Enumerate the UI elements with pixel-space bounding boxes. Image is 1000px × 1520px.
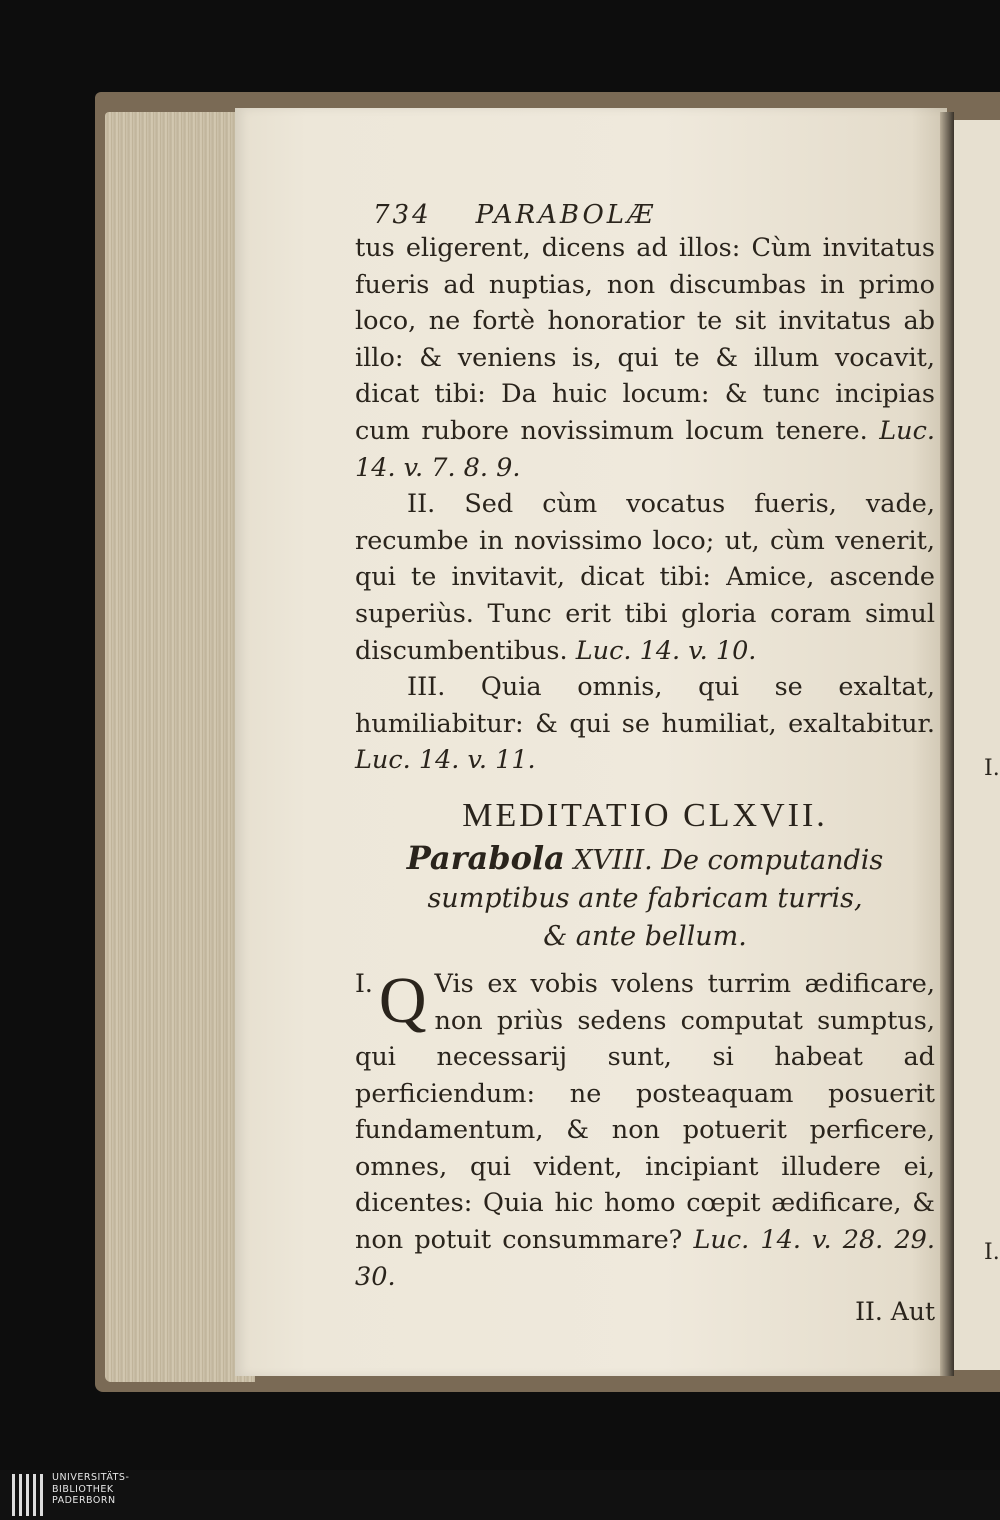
paragraph-ii: II. Sed cùm vocatus fueris, vade, recumbe in novissimo loco; ut, cùm venerit, qui te invitavit, dicat tibi: Amice, ascende superiùs. Tunc erit tibi gloria coram simul discumbentibus. Luc. 14. v. 10.: [355, 489, 935, 666]
book-gutter: [940, 112, 954, 1376]
page-number: 734: [373, 200, 432, 230]
running-title: PARABOLÆ: [475, 200, 657, 230]
page-text: [355, 190, 935, 1326]
running-header: [373, 190, 935, 230]
parable-heading: Parabola XVIII. De computandis sumptibus ante fabricam turris, & ante bellum.: [406, 838, 884, 952]
paragraph-iii: III. Quia omnis, qui se exaltat, humiliabitur: & qui se humiliat, exaltabitur. Luc. 14. v. 11.: [355, 672, 935, 776]
catchword: II. Aut: [855, 1297, 935, 1327]
paragraph-continued: tus eligerent, dicens ad illos: Cùm invitatus fueris ad nuptias, non discumbas in primo loco, ne fortè honoratior te sit invitatus ab illo: & veniens is, qui te & illum vocavit, dicat tibi: Da huic locum: & tunc incipias cum rubore novissimum locum tenere. Luc. 14. v. 7. 8. 9.: [355, 233, 935, 483]
library-logo-text: UNIVERSITÄTS- BIBLIOTHEK PADERBORN: [52, 1472, 130, 1506]
scripture-reference: Luc. 14. v. 11.: [355, 745, 536, 776]
scripture-reference: Luc. 14. v. 7. 8. 9.: [355, 415, 935, 483]
library-logo-icon: [10, 1474, 46, 1516]
drop-cap: Q: [378, 963, 427, 1037]
meditation-title: MEDITATIO CLXVII.: [462, 796, 828, 834]
paragraph-i: I. Q Vis ex vobis volens turrim ædificare, non priùs sedens computat sumptus, qui necessarij sunt, si habeat ad perficiendum: ne posteaquam posuerit fundamentum, & non potuerit perficere, omnes, qui vident, incipiant illudere ei, dicentes: Quia hic homo cœpit ædificare, & non potuit consummare? Luc. 14. v. 28. 29. 30.: [355, 963, 935, 1292]
right-page-edge: [954, 120, 1000, 1370]
scripture-reference: Luc. 14. v. 10.: [575, 635, 757, 666]
footer-bar: [0, 1470, 1000, 1520]
scripture-reference: Luc. 14. v. 28. 29. 30.: [355, 1225, 935, 1292]
page-fore-edge: [105, 112, 255, 1382]
paragraph-number: I.: [355, 968, 373, 998]
right-page-fragment: I.: [984, 1240, 1000, 1265]
right-page-fragment: I.: [984, 756, 1000, 781]
